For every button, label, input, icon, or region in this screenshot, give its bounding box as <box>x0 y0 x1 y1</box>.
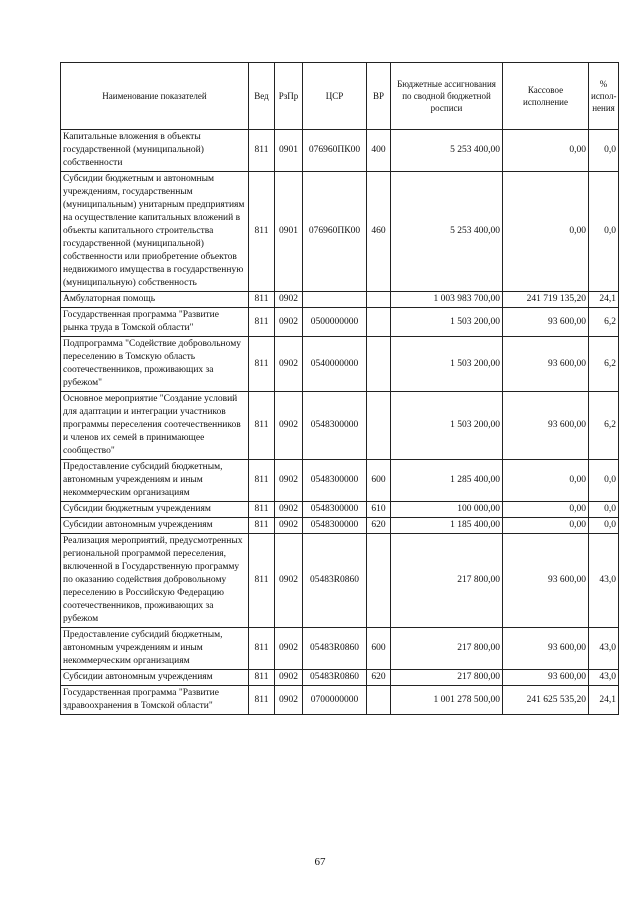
cell-rzpr: 0902 <box>275 670 303 686</box>
header-name: Наименование показателей <box>61 63 249 130</box>
cell-name: Капитальные вложения в объекты государственной (муниципальной) собственности <box>61 130 249 172</box>
table-row <box>61 518 619 534</box>
cell-csr: 0700000000 <box>303 686 367 715</box>
cell-rzpr: 0902 <box>275 337 303 392</box>
cell-vr <box>367 686 391 715</box>
cell-vr: 600 <box>367 460 391 502</box>
cell-ved: 811 <box>249 460 275 502</box>
cell-name: Субсидии бюджетным и автономным учреждениям, государственным (муниципальным) унитарным предприятиям на осуществление капитальных вложений в объекты капитального строительства государственной (муниципальной) собственности или приобретение объектов недвижимого имущества в государственную (муниципальную) собственность <box>61 172 249 292</box>
table-row <box>61 172 619 292</box>
cell-pct: 24,1 <box>589 686 619 715</box>
cell-cash: 0,00 <box>503 502 589 518</box>
cell-pct: 43,0 <box>589 534 619 628</box>
cell-rzpr: 0902 <box>275 392 303 460</box>
cell-plan: 1 185 400,00 <box>391 518 503 534</box>
cell-plan: 5 253 400,00 <box>391 172 503 292</box>
cell-name: Государственная программа "Развитие рынка труда в Томской области" <box>61 308 249 337</box>
cell-csr: 05483R0860 <box>303 628 367 670</box>
cell-rzpr: 0902 <box>275 502 303 518</box>
table-row <box>61 686 619 715</box>
header-vr: ВР <box>367 63 391 130</box>
cell-cash: 93 600,00 <box>503 308 589 337</box>
cell-rzpr: 0902 <box>275 518 303 534</box>
cell-rzpr: 0901 <box>275 172 303 292</box>
cell-name: Реализация мероприятий, предусмотренных региональной программой переселения, включенной в Государственную программу по оказанию содействия добровольному переселению в Российскую Федерацию соотечественников, проживающих за рубежом <box>61 534 249 628</box>
table-row <box>61 502 619 518</box>
table-row <box>61 670 619 686</box>
table-row <box>61 628 619 670</box>
cell-vr: 460 <box>367 172 391 292</box>
cell-ved: 811 <box>249 337 275 392</box>
cell-pct: 0,0 <box>589 172 619 292</box>
cell-name: Субсидии бюджетным учреждениям <box>61 502 249 518</box>
cell-rzpr: 0901 <box>275 130 303 172</box>
cell-csr: 076960ПК00 <box>303 172 367 292</box>
cell-rzpr: 0902 <box>275 308 303 337</box>
cell-ved: 811 <box>249 686 275 715</box>
header-csr: ЦСР <box>303 63 367 130</box>
table-row <box>61 308 619 337</box>
cell-ved: 811 <box>249 130 275 172</box>
cell-plan: 1 001 278 500,00 <box>391 686 503 715</box>
cell-pct: 6,2 <box>589 392 619 460</box>
cell-cash: 93 600,00 <box>503 534 589 628</box>
cell-cash: 241 719 135,20 <box>503 292 589 308</box>
cell-plan: 100 000,00 <box>391 502 503 518</box>
cell-ved: 811 <box>249 392 275 460</box>
cell-ved: 811 <box>249 172 275 292</box>
cell-plan: 217 800,00 <box>391 534 503 628</box>
cell-cash: 0,00 <box>503 460 589 502</box>
cell-pct: 43,0 <box>589 628 619 670</box>
cell-csr: 0548300000 <box>303 518 367 534</box>
cell-ved: 811 <box>249 518 275 534</box>
cell-plan: 1 503 200,00 <box>391 308 503 337</box>
cell-csr: 0548300000 <box>303 460 367 502</box>
cell-cash: 241 625 535,20 <box>503 686 589 715</box>
table-row <box>61 460 619 502</box>
cell-vr <box>367 292 391 308</box>
cell-plan: 1 503 200,00 <box>391 337 503 392</box>
cell-vr: 600 <box>367 628 391 670</box>
cell-plan: 1 285 400,00 <box>391 460 503 502</box>
cell-vr: 620 <box>367 518 391 534</box>
cell-pct: 6,2 <box>589 308 619 337</box>
cell-cash: 93 600,00 <box>503 628 589 670</box>
cell-csr: 0500000000 <box>303 308 367 337</box>
header-ved: Вед <box>249 63 275 130</box>
cell-ved: 811 <box>249 534 275 628</box>
cell-rzpr: 0902 <box>275 534 303 628</box>
header-plan: Бюджетные ассигнования по сводной бюджетной росписи <box>391 63 503 130</box>
cell-name: Предоставление субсидий бюджетным, автономным учреждениям и иным некоммерческим организациям <box>61 628 249 670</box>
cell-rzpr: 0902 <box>275 460 303 502</box>
header-pct: % испол-нения <box>589 63 619 130</box>
cell-vr <box>367 392 391 460</box>
cell-csr <box>303 292 367 308</box>
cell-cash: 0,00 <box>503 130 589 172</box>
cell-plan: 1 503 200,00 <box>391 392 503 460</box>
cell-pct: 0,0 <box>589 518 619 534</box>
cell-plan: 1 003 983 700,00 <box>391 292 503 308</box>
cell-csr: 076960ПК00 <box>303 130 367 172</box>
cell-name: Субсидии автономным учреждениям <box>61 518 249 534</box>
cell-pct: 0,0 <box>589 130 619 172</box>
page-number: 67 <box>314 856 326 868</box>
cell-vr: 620 <box>367 670 391 686</box>
table-row <box>61 130 619 172</box>
cell-cash: 0,00 <box>503 518 589 534</box>
cell-rzpr: 0902 <box>275 292 303 308</box>
cell-cash: 93 600,00 <box>503 392 589 460</box>
header-cash: Кассовое исполнение <box>503 63 589 130</box>
cell-pct: 24,1 <box>589 292 619 308</box>
cell-csr: 05483R0860 <box>303 534 367 628</box>
cell-name: Подпрограмма "Содействие добровольному переселению в Томскую область соотечественников, проживающих за рубежом" <box>61 337 249 392</box>
cell-name: Предоставление субсидий бюджетным, автономным учреждениям и иным некоммерческим организациям <box>61 460 249 502</box>
cell-plan: 217 800,00 <box>391 628 503 670</box>
cell-csr: 0548300000 <box>303 392 367 460</box>
cell-csr: 0540000000 <box>303 337 367 392</box>
cell-ved: 811 <box>249 308 275 337</box>
cell-pct: 0,0 <box>589 460 619 502</box>
cell-ved: 811 <box>249 292 275 308</box>
cell-name: Основное мероприятие "Создание условий для адаптации и интеграции участников программы переселения соотечественников и членов их семей в принимающее сообщество" <box>61 392 249 460</box>
cell-ved: 811 <box>249 502 275 518</box>
table-row <box>61 534 619 628</box>
cell-csr: 0548300000 <box>303 502 367 518</box>
cell-cash: 0,00 <box>503 172 589 292</box>
cell-rzpr: 0902 <box>275 628 303 670</box>
table-row <box>61 292 619 308</box>
cell-vr: 400 <box>367 130 391 172</box>
cell-ved: 811 <box>249 628 275 670</box>
cell-name: Субсидии автономным учреждениям <box>61 670 249 686</box>
cell-plan: 217 800,00 <box>391 670 503 686</box>
cell-vr: 610 <box>367 502 391 518</box>
cell-csr: 05483R0860 <box>303 670 367 686</box>
cell-pct: 43,0 <box>589 670 619 686</box>
budget-table <box>60 62 619 715</box>
cell-pct: 0,0 <box>589 502 619 518</box>
cell-vr <box>367 337 391 392</box>
cell-plan: 5 253 400,00 <box>391 130 503 172</box>
cell-cash: 93 600,00 <box>503 337 589 392</box>
cell-pct: 6,2 <box>589 337 619 392</box>
cell-vr <box>367 308 391 337</box>
cell-name: Амбулаторная помощь <box>61 292 249 308</box>
table-row <box>61 337 619 392</box>
table-body <box>61 130 619 715</box>
header-rzpr: РзПр <box>275 63 303 130</box>
table-row <box>61 392 619 460</box>
cell-name: Государственная программа "Развитие здравоохранения в Томской области" <box>61 686 249 715</box>
cell-cash: 93 600,00 <box>503 670 589 686</box>
cell-rzpr: 0902 <box>275 686 303 715</box>
table-header-row <box>61 63 619 130</box>
cell-ved: 811 <box>249 670 275 686</box>
cell-vr <box>367 534 391 628</box>
